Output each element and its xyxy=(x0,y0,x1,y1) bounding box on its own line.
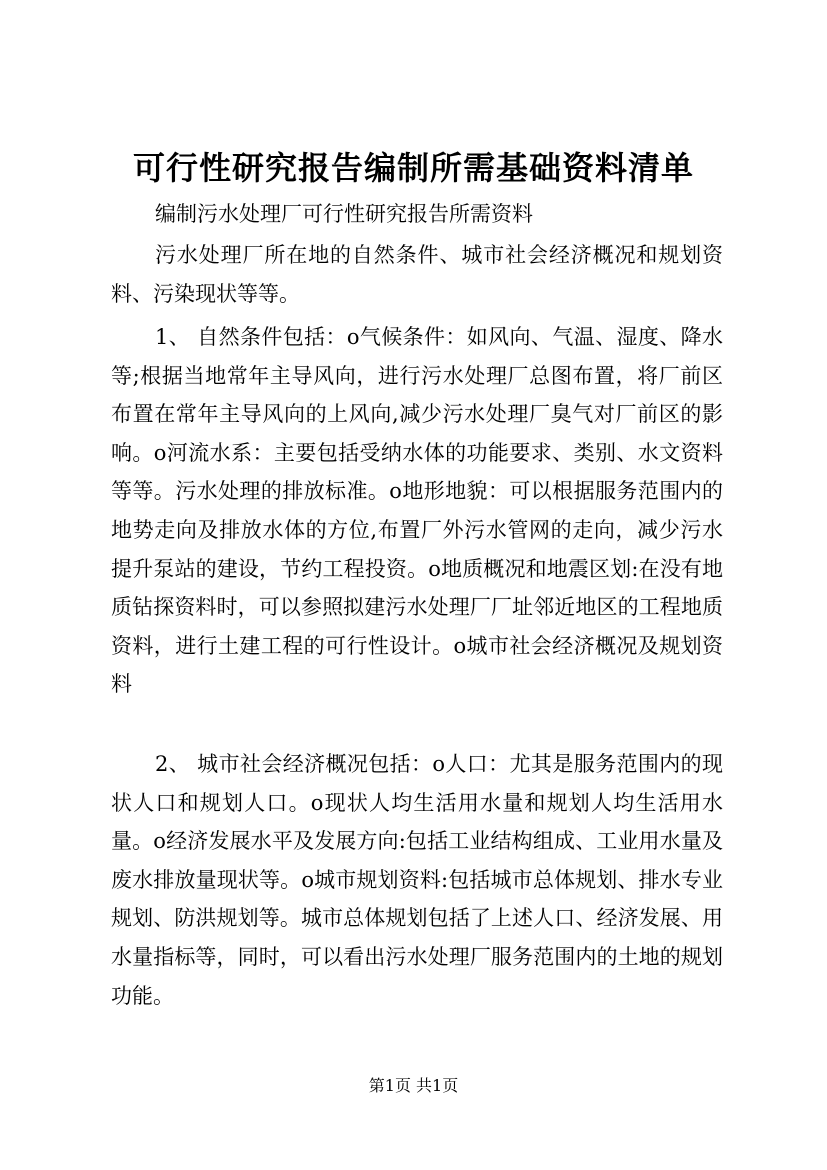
document-subtitle: 编制污水处理厂可行性研究报告所需资料 xyxy=(155,202,533,226)
paragraph-socioeconomic: 2、 城市社会经济概况包括：o人口：尤其是服务范围内的现状人口和规划人口。o现状人均生活用水量和规划人均生活用水量。o经济发展水平及发展方向:包括工业结构组成、工业用水量及废水排放量现状等。o城市规划资料:包括城市总体规划、排水专业规划、防洪规划等。城市总体规划包括了上述人口、经济发展、用水量指标等，同时，可以看出污水处理厂服务范围内的土地的规划功能。 xyxy=(111,752,723,1008)
page-number-footer: 第1页 共1页 xyxy=(368,1076,459,1095)
paragraph-intro: 污水处理厂所在地的自然条件、城市社会经济概况和规划资料、污染现状等等。 xyxy=(111,243,723,306)
paragraph-natural-conditions: 1、 自然条件包括：o气候条件：如风向、气温、湿度、降水等;根据当地常年主导风向，进行污水处理厂总图布置，将厂前区布置在常年主导风向的上风向,减少污水处理厂臭气对厂前区的影响。o河流水系：主要包括受纳水体的功能要求、类别、水文资料等等。污水处理的排放标准。o地形地貌：可以根据服务范围内的地势走向及排放水体的方位,布置厂外污水管网的走向，减少污水提升泵站的建设，节约工程投资。o地质概况和地震区划:在没有地质钻探资料时，可以参照拟建污水处理厂厂址邻近地区的工程地质资料，进行土建工程的可行性设计。o城市社会经济概况及规划资料 xyxy=(111,325,723,697)
document-title: 可行性研究报告编制所需基础资料清单 xyxy=(132,149,694,187)
